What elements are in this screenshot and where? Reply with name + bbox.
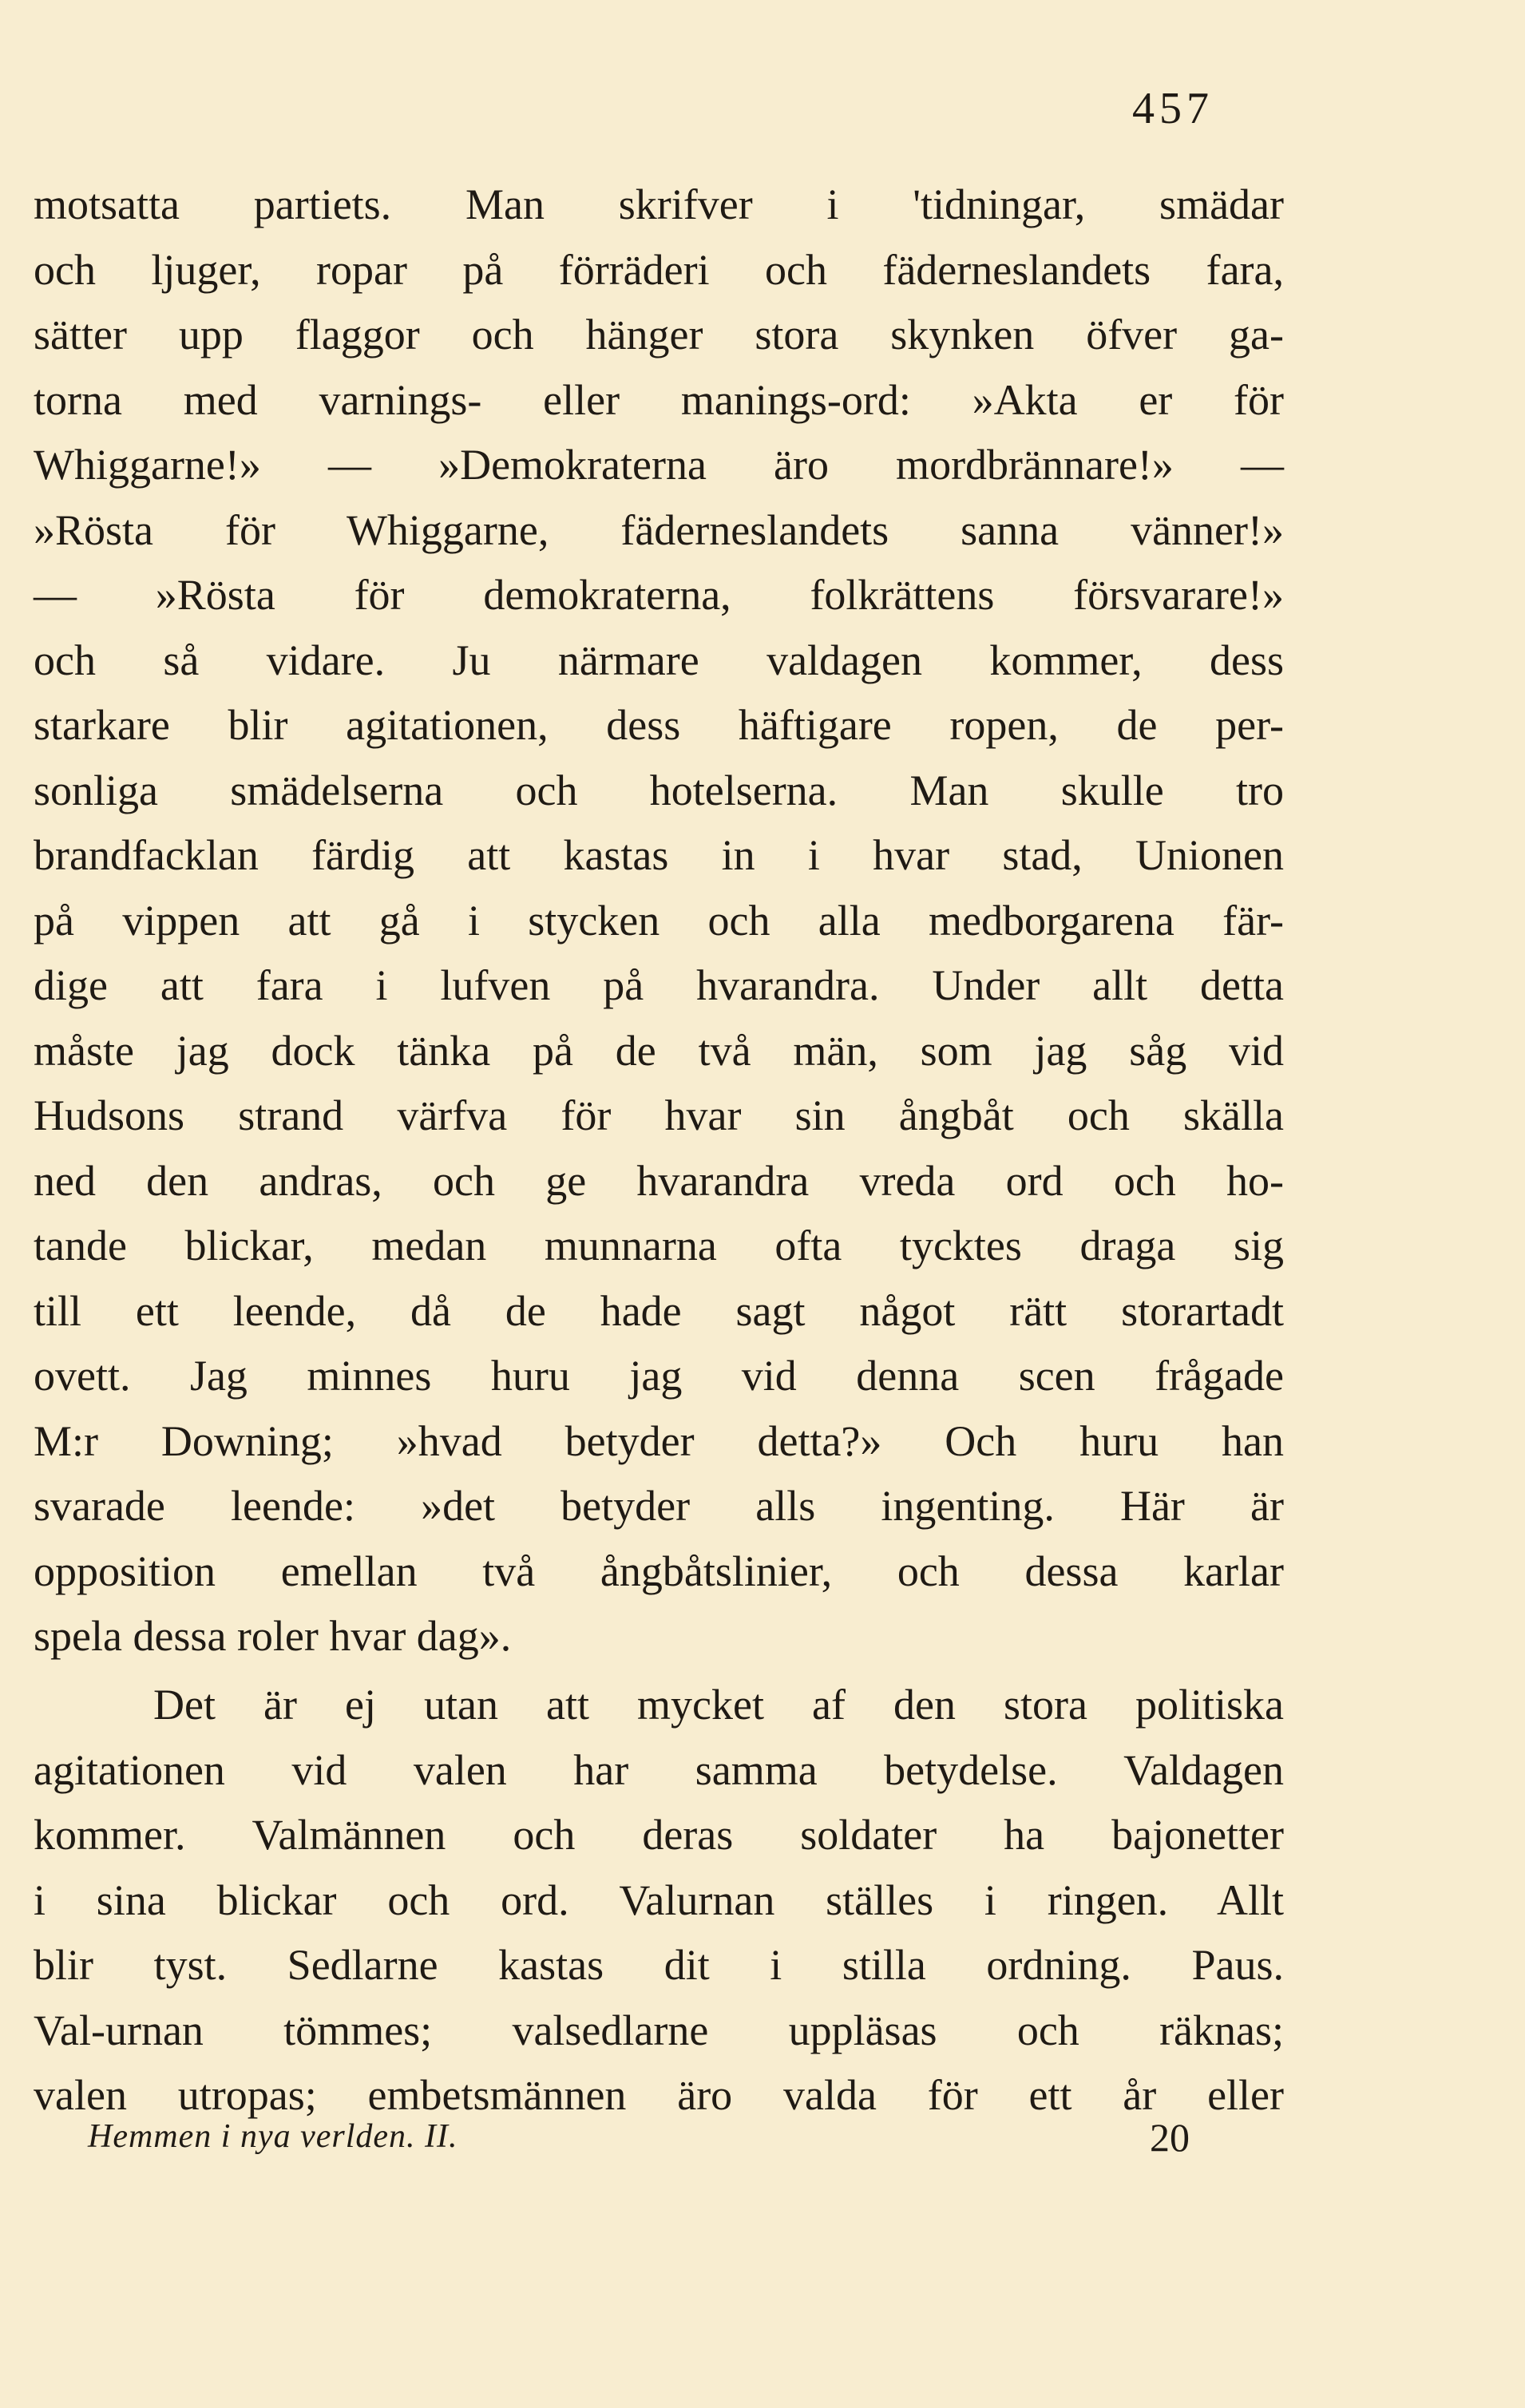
text-line: — »Rösta för demokraterna, folkrättens försvarare!» xyxy=(34,571,1284,619)
footer-book-title: Hemmen i nya verlden. II. xyxy=(88,2118,458,2155)
text-line: måste jag dock tänka på de två män, som jag såg vid xyxy=(34,1026,1284,1075)
text-line: brandfacklan färdig att kastas in i hvar stad, Unionen xyxy=(34,831,1284,879)
text-line: i sina blickar och ord. Valurnan ställes i ringen. Allt xyxy=(34,1875,1284,1924)
text-line: sätter upp flaggor och hänger stora skynken öfver ga- xyxy=(34,311,1284,358)
text-line: ovett. Jag minnes huru jag vid denna scen frågade xyxy=(34,1352,1284,1400)
text-line: agitationen vid valen har samma betydelse. Valdagen xyxy=(34,1745,1284,1794)
footer-sheet-number: 20 xyxy=(1150,2115,1190,2160)
text-line: »Rösta för Whiggarne, fäderneslandets sanna vänner!» xyxy=(34,505,1284,554)
text-line: dige att fara i lufven på hvarandra. Under allt detta xyxy=(34,961,1284,1009)
paragraph-one xyxy=(34,172,1284,1669)
text-line: motsatta partiets. Man skrifver i 'tidningar, smädar xyxy=(34,180,1284,228)
page-number: 457 xyxy=(1132,84,1214,133)
text-line: Whiggarne!» — »Demokraterna äro mordbrännare!» — xyxy=(34,441,1284,489)
text-line: till ett leende, då de hade sagt något rätt storartadt xyxy=(34,1286,1284,1335)
text-line: starkare blir agitationen, dess häftigare ropen, de per- xyxy=(34,701,1284,749)
paragraph-two xyxy=(34,1673,1284,2129)
text-line: ned den andras, och ge hvarandra vreda ord och ho- xyxy=(34,1156,1284,1205)
text-line: spela dessa roler hvar dag». xyxy=(34,1612,512,1660)
text-line: sonliga smädelserna och hotelserna. Man skulle tro xyxy=(34,766,1284,814)
text-line: Det är ej utan att mycket af den stora politiska xyxy=(153,1681,1284,1729)
text-line: och så vidare. Ju närmare valdagen kommer, dess xyxy=(34,636,1284,684)
text-line: kommer. Valmännen och deras soldater ha bajonetter xyxy=(34,1811,1284,1859)
text-line: M:r Downing; »hvad betyder detta?» Och huru han xyxy=(34,1416,1284,1465)
text-line: och ljuger, ropar på förräderi och fäderneslandets fara, xyxy=(34,245,1284,294)
text-line: blir tyst. Sedlarne kastas dit i stilla ordning. Paus. xyxy=(34,1941,1284,1989)
text-line: svarade leende: »det betyder alls ingenting. Här är xyxy=(34,1482,1284,1530)
text-line: Hudsons strand värfva för hvar sin ångbåt och skälla xyxy=(34,1091,1284,1139)
text-line: tande blickar, medan munnarna ofta tycktes draga sig xyxy=(34,1222,1284,1269)
page-footer xyxy=(88,2117,1190,2173)
text-line: torna med varnings- eller manings-ord: »Akta er för xyxy=(34,375,1284,424)
text-line: på vippen att gå i stycken och alla medborgarena fär- xyxy=(34,896,1284,945)
text-line: opposition emellan två ångbåtslinier, och dessa karlar xyxy=(34,1547,1284,1595)
text-line: Val-urnan tömmes; valsedlarne uppläsas och räknas; xyxy=(34,2006,1284,2054)
text-line: valen utropas; embetsmännen äro valda för ett år eller xyxy=(34,2071,1284,2119)
